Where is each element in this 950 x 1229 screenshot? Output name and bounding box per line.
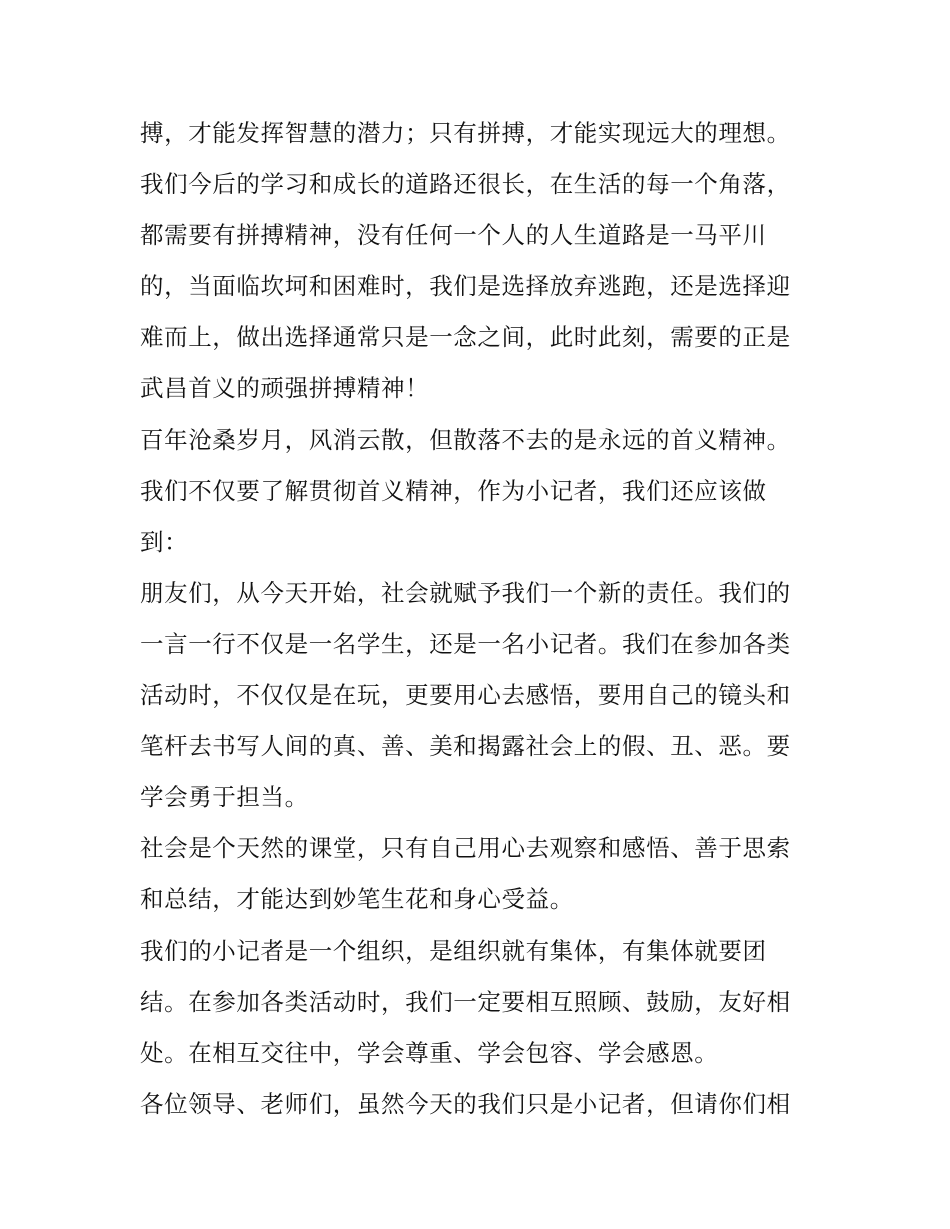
text-line: 我们的小记者是一个组织，是组织就有集体，有集体就要团 xyxy=(140,936,767,965)
text-line: 搏，才能发挥智慧的潜力；只有拼搏，才能实现远大的理想。 xyxy=(140,119,791,147)
text-line: 结。在参加各类活动时，我们一定要相互照顾、鼓励，友好相 xyxy=(140,987,791,1016)
text-line: 笔杆去书写人间的真、善、美和揭露社会上的假、丑、恶。要 xyxy=(140,732,791,761)
text-line: 到： xyxy=(140,527,189,556)
text-line: 难而上，做出选择通常只是一念之间，此时此刻，需要的正是 xyxy=(140,323,791,352)
text-line: 学会勇于担当。 xyxy=(140,783,309,812)
text-line: 我们不仅要了解贯彻首义精神，作为小记者，我们还应该做 xyxy=(140,476,767,505)
text-line: 各位领导、老师们，虽然今天的我们只是小记者，但请你们相 xyxy=(140,1089,791,1118)
text-line: 的，当面临坎坷和困难时，我们是选择放弃逃跑，还是选择迎 xyxy=(140,272,791,301)
text-line: 我们今后的学习和成长的道路还很长，在生活的每一个角落， xyxy=(140,170,791,199)
text-line: 朋友们，从今天开始，社会就赋予我们一个新的责任。我们的 xyxy=(140,578,791,607)
speech-text xyxy=(140,108,820,1130)
text-line: 活动时，不仅仅是在玩，更要用心去感悟，要用自己的镜头和 xyxy=(140,681,791,710)
text-line: 和总结，才能达到妙笔生花和身心受益。 xyxy=(140,885,574,914)
text-line: 处。在相互交往中，学会尊重、学会包容、学会感恩。 xyxy=(140,1038,719,1067)
text-line: 一言一行不仅是一名学生，还是一名小记者。我们在参加各类 xyxy=(140,629,791,658)
text-line: 百年沧桑岁月，风消云散，但散落不去的是永远的首义精神。 xyxy=(140,425,791,454)
text-line: 都需要有拼搏精神，没有任何一个人的人生道路是一马平川 xyxy=(140,221,767,250)
text-line: 社会是个天然的课堂，只有自己用心去观察和感悟、善于思索 xyxy=(140,834,791,863)
text-line: 武昌首义的顽强拼搏精神！ xyxy=(140,374,430,403)
